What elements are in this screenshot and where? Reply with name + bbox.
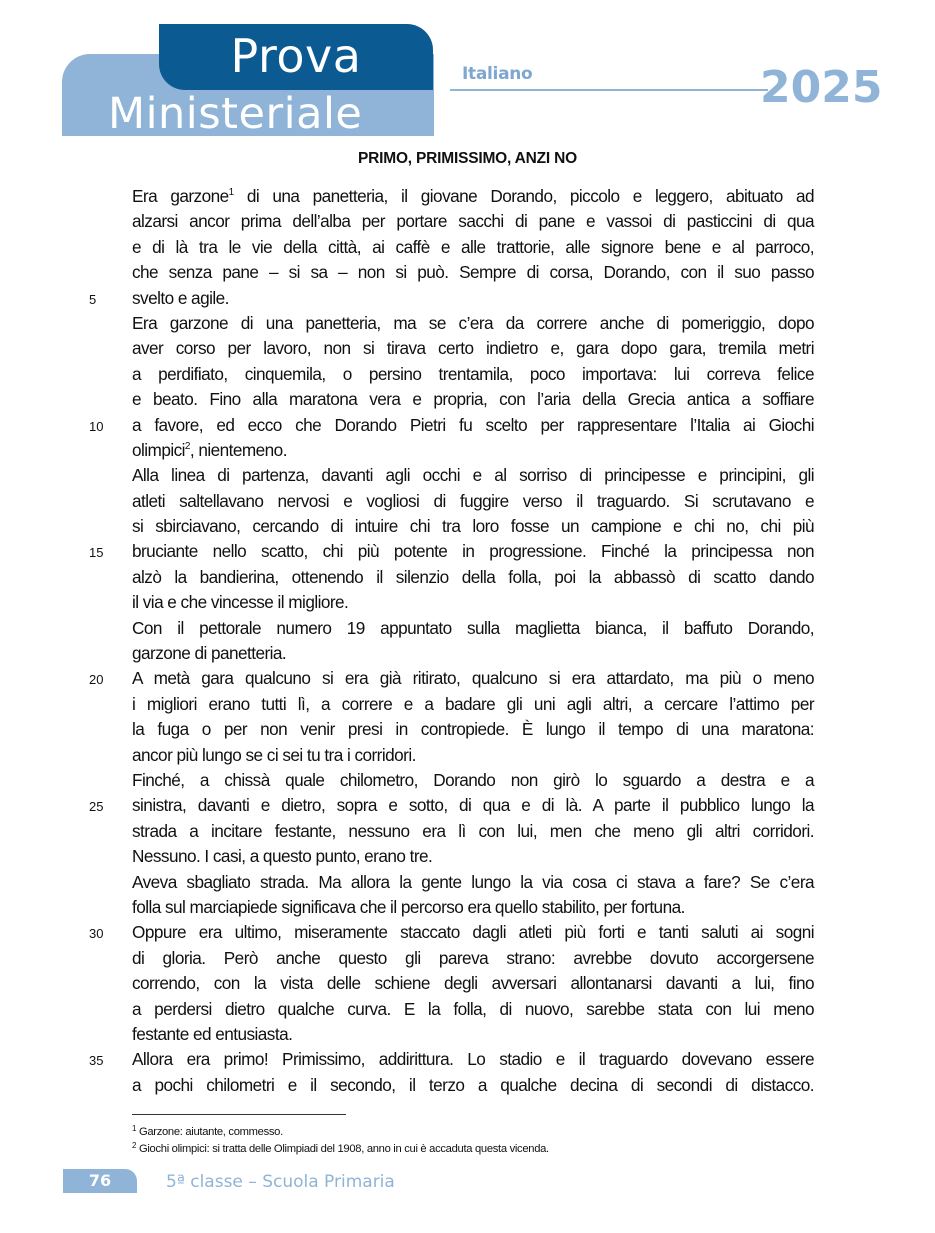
text-line xyxy=(132,997,814,1022)
text-line xyxy=(132,565,814,590)
footnote-separator xyxy=(132,1114,346,1115)
line-number: 30 xyxy=(89,926,104,942)
text-line xyxy=(132,1022,814,1047)
line-text: la fuga o per non venir presi in contropiede. È lungo il tempo di una maratona: xyxy=(132,719,814,740)
text-line xyxy=(132,489,814,514)
line-text: Alla linea di partenza, davanti agli occhi e al sorriso di principesse e principini, gli xyxy=(132,465,814,486)
text-line xyxy=(132,717,814,742)
line-text: che senza pane – si sa – non si può. Sempre di corsa, Dorando, con il suo passo xyxy=(132,262,814,283)
text-line xyxy=(132,971,814,996)
text-line xyxy=(132,1073,814,1098)
brand-title-line2: Ministeriale xyxy=(108,89,363,139)
line-number: 10 xyxy=(89,418,104,434)
line-number: 25 xyxy=(89,799,104,815)
line-text: festante ed entusiasta. xyxy=(132,1023,293,1044)
text-line xyxy=(132,768,814,793)
line-text: Finché, a chissà quale chilometro, Dorando non girò lo sguardo a destra e a xyxy=(132,769,814,790)
text-line xyxy=(89,413,814,438)
line-text: strada a incitare festante, nessuno era lì con lui, men che meno gli altri corridori. xyxy=(132,820,814,841)
footnotes xyxy=(132,1124,549,1158)
line-number: 20 xyxy=(89,672,104,688)
text-line xyxy=(132,870,814,895)
text-line xyxy=(89,666,814,691)
text-line xyxy=(132,311,814,336)
line-text: Era garzone$^1$ di una panetteria, il giovane Dorando, piccolo e leggero, abituato ad xyxy=(132,186,814,206)
text-line xyxy=(132,463,814,488)
line-text: Aveva sbagliato strada. Ma allora la gente lungo la via cosa ci stava a fare? Se c’era xyxy=(132,871,814,892)
text-line xyxy=(132,692,814,717)
line-text: svelto e agile. xyxy=(132,287,229,308)
line-text: alzò la bandierina, ottenendo il silenzio della folla, poi la abbassò di scatto dando xyxy=(132,566,814,587)
line-text: si sbirciavano, cercando di intuire chi tra loro fosse un campione e chi no, chi più xyxy=(132,516,814,537)
line-text: Con il pettorale numero 19 appuntato sulla maglietta bianca, il baffuto Dorando, xyxy=(132,617,814,638)
text-line xyxy=(132,616,814,641)
line-text: alzarsi ancor prima dell’alba per portare sacchi di pane e vassoi di pasticcini di qua xyxy=(132,211,814,232)
line-text: Nessuno. I casi, a questo punto, erano tre. xyxy=(132,846,433,867)
line-text: a favore, ed ecco che Dorando Pietri fu scelto per rappresentare l’Italia ai Giochi xyxy=(132,414,814,435)
text-line xyxy=(132,336,814,361)
line-text: A metà gara qualcuno si era già ritirato, qualcuno si era attardato, ma più o meno xyxy=(132,668,814,689)
line-text: i migliori erano tutti lì, a correre e a badare gli uni agli altri, a cercare l’attimo per xyxy=(132,693,814,714)
line-text: di gloria. Però anche questo gli pareva strano: avrebbe dovuto accorgersene xyxy=(132,947,814,968)
line-text: Era garzone di una panetteria, ma se c’era da correre anche di pomeriggio, dopo xyxy=(132,312,814,333)
text-line xyxy=(89,920,814,945)
footnote-mark: 2 xyxy=(132,1141,137,1150)
brand-title-line1: Prova xyxy=(230,29,362,83)
text-line xyxy=(132,514,814,539)
text-line xyxy=(89,1047,814,1072)
text-line xyxy=(132,387,814,412)
subject-label: Italiano xyxy=(462,64,533,84)
page-number: 76 xyxy=(63,1169,137,1193)
text-line xyxy=(132,743,814,768)
text-line xyxy=(132,235,814,260)
line-number: 15 xyxy=(89,545,104,561)
text-line xyxy=(132,590,814,615)
text-line xyxy=(132,362,814,387)
footnote: $^2$ Giochi olimpici: si tratta delle Olimpiadi del 1908, anno in cui è accaduta questa vicenda. xyxy=(132,1141,549,1155)
text-line xyxy=(132,946,814,971)
line-text: sinistra, davanti e dietro, sopra e sotto, di qua e di là. A parte il pubblico lungo la xyxy=(132,795,814,816)
line-text: bruciante nello scatto, chi più potente in progressione. Finché la principessa non xyxy=(132,541,814,562)
line-text: e beato. Fino alla maratona vera e propria, con l’aria della Grecia antica a soffiare xyxy=(132,389,814,410)
footnote-mark: 1 xyxy=(132,1124,137,1133)
footer-label: 5ª classe – Scuola Primaria xyxy=(166,1172,395,1192)
line-text: olimpici$^2$, nientemeno. xyxy=(132,439,287,460)
line-number: 5 xyxy=(89,291,97,307)
line-text: atleti saltellavano nervosi e vogliosi di fuggire verso il traguardo. Si scrutavano e xyxy=(132,490,814,511)
line-text: aver corso per lavoro, non si tirava certo indietro e, gara dopo gara, tremila metri xyxy=(132,338,814,359)
line-text: Allora era primo! Primissimo, addirittura. Lo stadio e il traguardo dovevano essere xyxy=(132,1049,814,1070)
text-line xyxy=(89,286,814,311)
text-line xyxy=(132,438,814,463)
text-line xyxy=(132,819,814,844)
line-text: il via e che vincesse il migliore. xyxy=(132,592,349,613)
line-text: ancor più lungo se ci sei tu tra i corridori. xyxy=(132,744,416,765)
footnote: $^1$ Garzone: aiutante, commesso. xyxy=(132,1124,283,1138)
line-number: 35 xyxy=(89,1053,104,1069)
document-title: PRIMO, PRIMISSIMO, ANZI NO xyxy=(358,150,577,167)
text-line xyxy=(132,844,814,869)
text-line xyxy=(132,895,814,920)
text-line xyxy=(132,209,814,234)
header-rule xyxy=(450,89,768,91)
text-line xyxy=(132,260,814,285)
line-text: a perdersi dietro qualche curva. E la folla, di nuovo, sarebbe stata con lui meno xyxy=(132,998,814,1019)
footnote-reference: 2 xyxy=(184,440,190,452)
footnote-reference: 1 xyxy=(228,187,234,198)
text-line xyxy=(89,539,814,564)
year-label: 2025 xyxy=(760,62,883,113)
text-line xyxy=(132,184,814,209)
line-text: correndo, con la vista delle schiene degli avversari allontanarsi davanti a lui, fino xyxy=(132,973,814,994)
line-text: Oppure era ultimo, miseramente staccato dagli atleti più forti e tanti saluti ai sogni xyxy=(132,922,814,943)
text-line xyxy=(89,793,814,818)
line-text: garzone di panetteria. xyxy=(132,643,287,664)
text-line xyxy=(132,641,814,666)
line-text: a pochi chilometri e il secondo, il terzo a qualche decina di secondi di distacco. xyxy=(132,1074,814,1095)
line-text: folla sul marciapiede significava che il percorso era quello stabilito, per fortuna. xyxy=(132,896,685,917)
line-text: a perdifiato, cinquemila, o persino trentamila, poco importava: lui correva felice xyxy=(132,363,814,384)
line-text: e di là tra le vie della città, ai caffè e alle trattorie, alle signore bene e al parroco, xyxy=(132,236,814,257)
passage-body xyxy=(89,184,814,1098)
